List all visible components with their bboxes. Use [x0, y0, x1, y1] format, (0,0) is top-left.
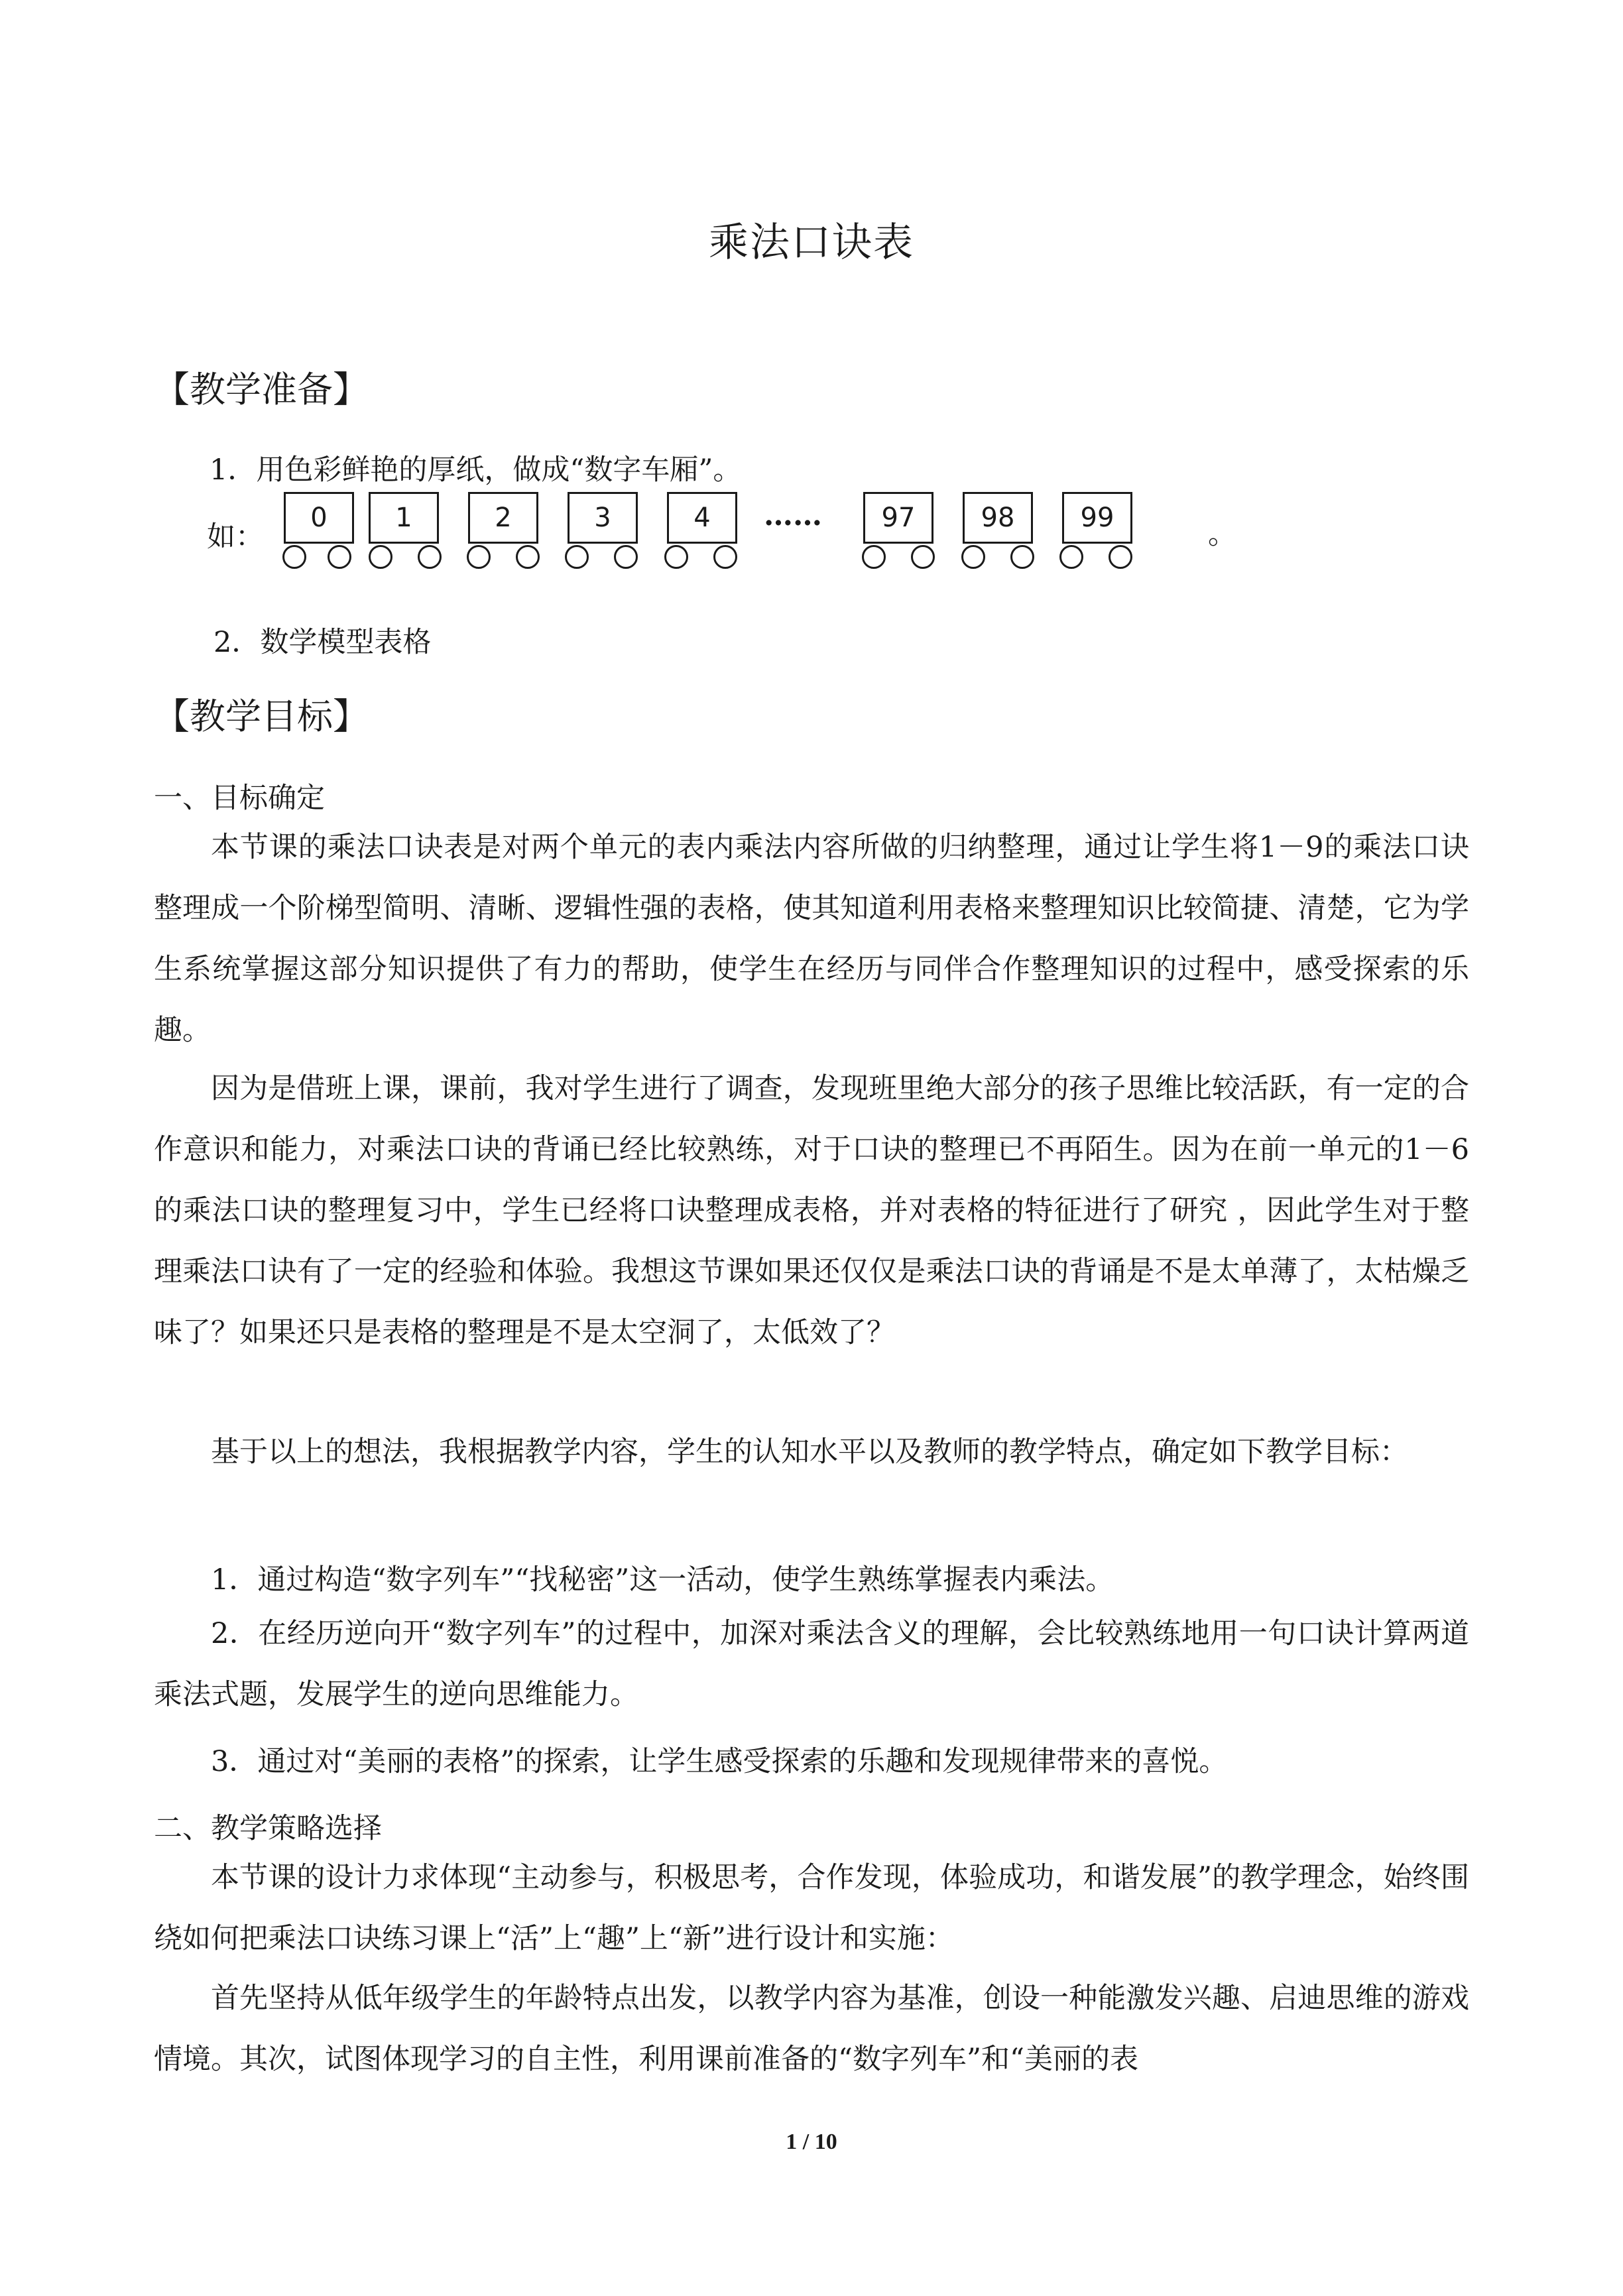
train-car: 3 — [568, 492, 638, 544]
train-wheel — [1109, 545, 1132, 569]
train-wheel — [565, 545, 589, 569]
train-wheel — [369, 545, 392, 569]
train-car: 2 — [468, 492, 538, 544]
train-car: 0 — [284, 492, 354, 544]
train-car: 99 — [1062, 492, 1132, 544]
train-car: 98 — [963, 492, 1033, 544]
prep-item-1: 1．用色彩鲜艳的厚纸，做成“数字车厢”。 — [210, 453, 742, 487]
train-wheel — [516, 545, 540, 569]
heading-teaching-prep: 【教学准备】 — [154, 369, 369, 410]
train-wheel — [614, 545, 638, 569]
train-car: 1 — [369, 492, 439, 544]
paragraph: 本节课的设计力求体现“主动参与，积极思考，合作发现，体验成功，和谐发展”的教学理念，始终围绕如何把乘法口诀练习课上“活”上“趣”上“新”进行设计和实施： — [154, 1861, 1469, 1955]
end-mark: 。 — [1208, 518, 1236, 551]
train-wheel — [713, 545, 737, 569]
goal-item-3: 3．通过对“美丽的表格”的探索，让学生感受探索的乐趣和发现规律带来的喜悦。 — [211, 1745, 1228, 1778]
paragraph: 首先坚持从低年级学生的年龄特点出发，以教学内容为基准，创设一种能激发兴趣、启迪思维的游戏情境。其次，试图体现学习的自主性，利用课前准备的“数字列车”和“美丽的表 — [154, 1982, 1469, 2076]
train-car: 97 — [863, 492, 933, 544]
heading-teaching-goals: 【教学目标】 — [154, 695, 369, 737]
paragraph: 因为是借班上课，课前，我对学生进行了调查，发现班里绝大部分的孩子思维比较活跃，有一定的合作意识和能力，对乘法口诀的背诵已经比较熟练，对于口诀的整理已不再陌生。因为在前一单元的1－6的乘法口诀的整理复习中，学生已经将口诀整理成表格，并对表格的特征进行了研究 ，因此学生对于整理乘法口诀有了一定的经验和体验。我想这节课如果还仅仅是乘法口诀的背诵是不是太单薄了，太枯燥乏味了？如果还只是表格的整理是不是太空洞了，太低效了？ — [154, 1072, 1469, 1349]
subheading-goal-setting: 一、目标确定 — [154, 782, 325, 815]
goal-item-2: 2．在经历逆向开“数字列车”的过程中，加深对乘法含义的理解，会比较熟练地用一句口诀计算两道乘法式题，发展学生的逆向思维能力。 — [154, 1617, 1469, 1711]
goal-item-1: 1．通过构造“数字列车”“找秘密”这一活动，使学生熟练掌握表内乘法。 — [211, 1563, 1114, 1597]
train-car: 4 — [667, 492, 737, 544]
train-wheel — [282, 545, 306, 569]
train-wheel — [911, 545, 935, 569]
subheading-strategy: 二、教学策略选择 — [154, 1812, 382, 1845]
train-ellipsis: …… — [764, 499, 822, 532]
train-wheel — [862, 545, 886, 569]
train-wheel — [1010, 545, 1034, 569]
train-wheel — [328, 545, 351, 569]
train-wheel — [664, 545, 688, 569]
paragraph: 基于以上的想法，我根据教学内容，学生的认知水平以及教师的教学特点，确定如下教学目标： — [211, 1435, 1408, 1469]
page-title: 乘法口诀表 — [709, 219, 914, 266]
prep-item-2: 2．数学模型表格 — [213, 626, 432, 659]
train-wheel — [961, 545, 985, 569]
train-wheel — [418, 545, 442, 569]
ru-label: 如： — [207, 520, 264, 554]
train-wheel — [467, 545, 491, 569]
train-wheel — [1059, 545, 1083, 569]
page-number: 1 / 10 — [786, 2130, 837, 2154]
paragraph: 本节课的乘法口诀表是对两个单元的表内乘法内容所做的归纳整理，通过让学生将1－9的乘法口诀整理成一个阶梯型简明、清晰、逻辑性强的表格，使其知道利用表格来整理知识比较简捷、清楚，它为学生系统掌握这部分知识提供了有力的帮助，使学生在经历与同伴合作整理知识的过程中，感受探索的乐趣。 — [154, 831, 1469, 1047]
number-train-figure — [0, 0, 1623, 583]
